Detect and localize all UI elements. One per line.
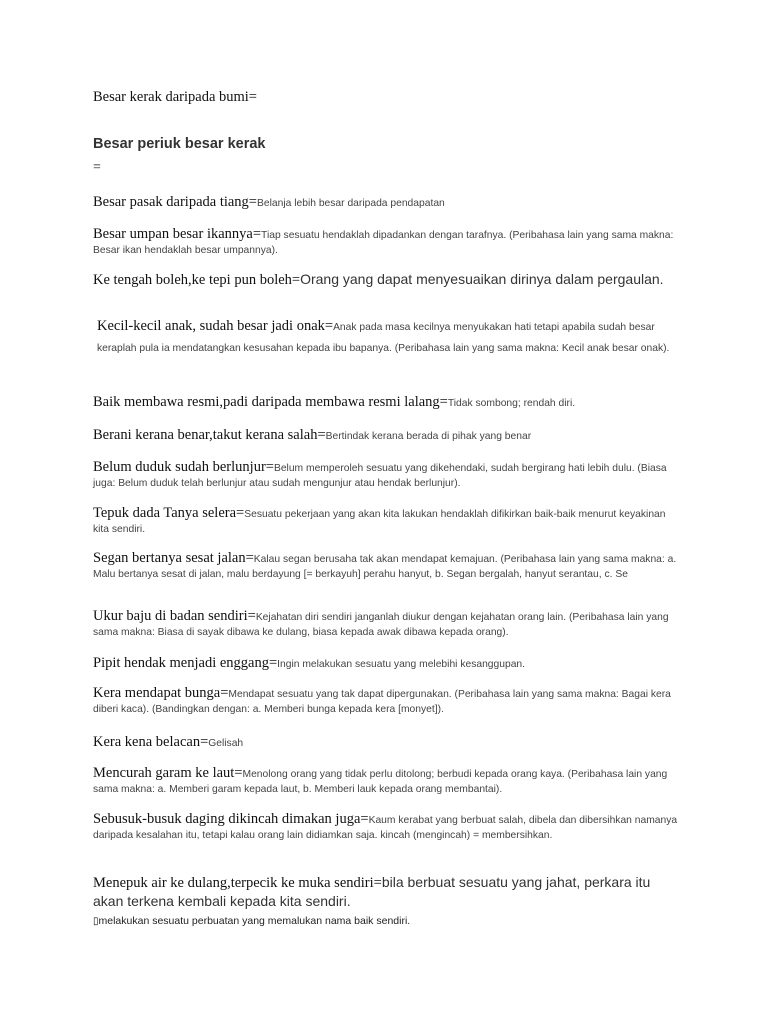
- proverb-term: Ukur baju di badan sendiri=: [93, 608, 256, 624]
- proverb-term: Baik membawa resmi,padi daripada membawa resmi lalang=: [93, 394, 448, 410]
- proverb-term: Sebusuk-busuk daging dikincah dimakan juga=: [93, 811, 369, 827]
- proverb-term: Belum duduk sudah berlunjur=: [93, 459, 274, 475]
- proverb-entry: [93, 88, 683, 106]
- proverb-term: Besar pasak daripada tiang=: [93, 194, 257, 210]
- proverb-definition: Tiap sesuatu hendaklah dipadankan dengan tarafnya. (Peribahasa lain yang sama makna: Besar ikan hendaklah besar umpannya).: [93, 230, 674, 256]
- proverb-definition: Mendapat sesuatu yang tak dapat dipergunakan. (Peribahasa lain yang sama makna: Bagai kera diberi kaca). (Bandingkan dengan: a. Memberi bunga kepada kera [monyet]).: [93, 689, 671, 715]
- closing-note: [93, 911, 683, 929]
- proverb-entry: [93, 426, 683, 444]
- proverb-term: Kera kena belacan=: [93, 734, 209, 750]
- proverb-term: Besar umpan besar ikannya=: [93, 226, 262, 242]
- proverb-entry: [93, 270, 683, 290]
- proverb-definition: Kalau segan berusaha tak akan mendapat kemajuan. (Peribahasa lain yang sama makna: a. Malu bertanya sesat di jalan, malu berdayung [= berkayuh] perahu hanyut, b. Segan bergalah, hanyut serantau, c. Se: [93, 554, 677, 580]
- proverb-definition: Ingin melakukan sesuatu yang melebihi kesanggupan.: [277, 659, 526, 670]
- proverb-entry: [93, 393, 683, 411]
- proverb-definition: Kejahatan diri sendiri janganlah diukur dengan kejahatan orang lain. (Peribahasa lain yang sama makna: Biasa di sayak dibawa ke dulang, biasa kepada awak dibawa kepada orang).: [93, 612, 669, 638]
- proverb-entry: [93, 460, 683, 490]
- proverb-term: Kecil-kecil anak, sudah besar jadi onak=: [97, 318, 334, 334]
- proverb-term: Tepuk dada Tanya selera=: [93, 505, 245, 521]
- proverb-term: Mencurah garam ke laut=: [93, 765, 243, 781]
- proverb-entry: [93, 227, 683, 257]
- proverb-entry: [93, 766, 683, 796]
- proverb-definition: Belum memperoleh sesuatu yang dikehendaki, sudah bergirang hati lebih dulu. (Biasa juga: Belum duduk telah berlunjur atau sudah mengunjur atau hendak berlunjur).: [93, 463, 667, 489]
- proverb-entry: [93, 873, 683, 910]
- proverb-definition: Belanja lebih besar daripada pendapatan: [257, 198, 445, 209]
- proverb-term: Pipit hendak menjadi enggang=: [93, 655, 278, 671]
- proverb-definition: Kaum kerabat yang berbuat salah, dibela dan dibersihkan namanya daripada kesalahan itu, tetapi kalau orang lain didiamkan saja. kincah (mengincah) = membersihkan.: [93, 815, 678, 841]
- proverb-definition: Sesuatu pekerjaan yang akan kita lakukan hendaklah difikirkan baik-baik menurut keyakinan kita sendiri.: [93, 509, 666, 535]
- proverb-entry: [93, 733, 683, 751]
- proverb-definition: bila berbuat sesuatu yang jahat, perkara itu akan terkena kembali kepada kita sendiri.: [93, 874, 651, 909]
- proverb-definition: Menolong orang yang tidak perlu ditolong; berbudi kepada orang kaya. (Peribahasa lain yang sama makna: a. Memberi garam kepada laut, b. Memberi lauk kepada orang membantai).: [93, 769, 668, 795]
- proverb-definition: Bertindak kerana berada di pihak yang benar: [325, 431, 532, 442]
- proverb-entry: [93, 686, 683, 716]
- proverb-term: Ke tengah boleh,ke tepi pun boleh=: [93, 272, 301, 288]
- box-glyph-icon: ▯: [93, 916, 99, 927]
- proverb-definition: Orang yang dapat menyesuaikan dirinya dalam pergaulan.: [300, 271, 664, 287]
- section-heading: Besar periuk besar kerak: [93, 136, 266, 152]
- proverb-entry: [97, 316, 687, 358]
- proverb-definition: Anak pada masa kecilnya menyukakan hati tetapi apabila sudah besar keraplah pula ia mendatangkan kesusahan kepada ibu bapanya. (Peribahasa lain yang sama makna: Kecil anak besar onak).: [97, 322, 670, 354]
- proverb-entry: [93, 506, 683, 536]
- heading-equals: =: [93, 160, 101, 175]
- proverb-entry: [93, 551, 683, 581]
- proverb-term: Besar kerak daripada bumi=: [93, 89, 257, 105]
- proverb-term: Berani kerana benar,takut kerana salah=: [93, 427, 326, 443]
- proverb-entry: [93, 812, 683, 842]
- proverb-definition: Tidak sombong; rendah diri.: [447, 398, 576, 409]
- proverb-term: Segan bertanya sesat jalan=: [93, 550, 254, 566]
- proverb-entry: [93, 654, 683, 672]
- proverb-entry: [93, 609, 683, 639]
- proverb-term: Kera mendapat bunga=: [93, 685, 229, 701]
- proverb-definition: Gelisah: [208, 738, 244, 749]
- closing-note-text: melakukan sesuatu perbuatan yang memalukan nama baik sendiri.: [98, 915, 411, 927]
- proverb-term: Menepuk air ke dulang,terpecik ke muka sendiri=: [93, 875, 382, 891]
- proverb-entry: [93, 193, 683, 211]
